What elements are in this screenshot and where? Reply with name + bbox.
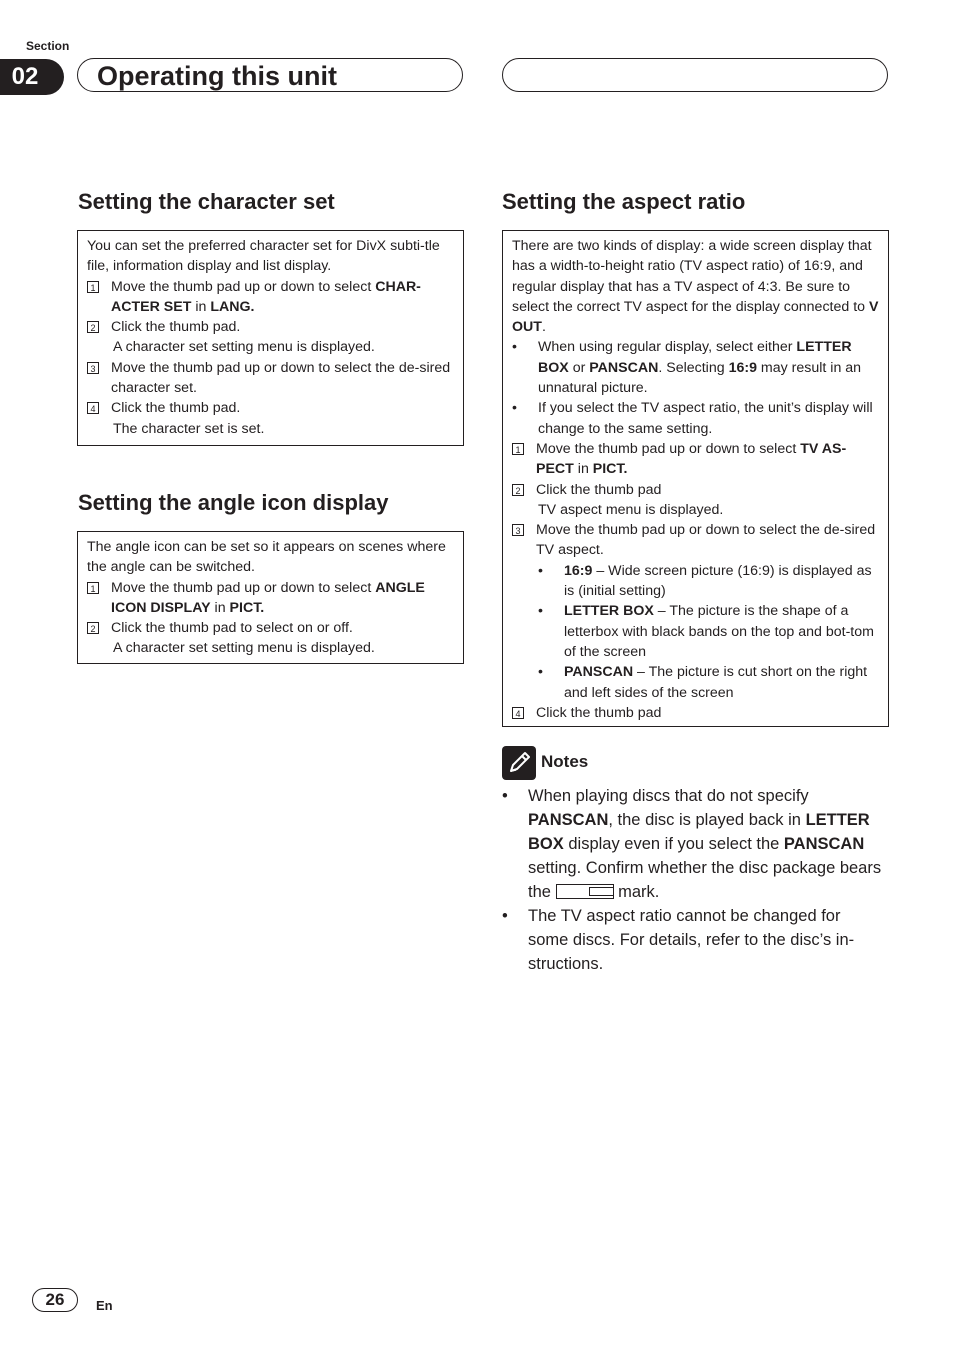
- aspect-step-3: [512, 520, 879, 561]
- option-description: – The picture is the shape of a letterbox with black bands on the top and bot-tom of the screen: [564, 603, 874, 660]
- aspect-step-2: [512, 480, 879, 500]
- option-name: PANSCAN: [528, 811, 609, 829]
- aspect-option-letter-box: [538, 601, 879, 662]
- intro-text: There are two kinds of display: a wide screen display that has a width-to-height ratio (TV aspect ratio) of 16:9, and regular display that has a TV aspect of 4:3. Be sure to select the correct TV aspect for the display connected to: [512, 238, 872, 315]
- option-name: LETTER BOX: [538, 339, 852, 376]
- bullet-mark: •: [538, 664, 543, 681]
- note-text: The TV aspect ratio cannot be changed for some discs. For details, refer to the disc’s in-structions.: [528, 907, 855, 973]
- step-number: 1: [512, 443, 524, 455]
- menu-item-name: TV AS-PECT: [536, 440, 847, 478]
- step-number: 2: [87, 622, 99, 634]
- step-text: Click the thumb pad.: [111, 400, 241, 417]
- bullet-text: may result in an unnatural picture.: [538, 359, 862, 397]
- option-description: – Wide screen picture (16:9) is displayed as is (initial setting): [564, 562, 872, 600]
- step-text: Click the thumb pad: [536, 481, 662, 498]
- aspect-box: [502, 230, 889, 727]
- step-text: Click the thumb pad: [536, 704, 662, 721]
- step-text: in: [191, 298, 211, 315]
- aspect-option-16-9: [538, 561, 879, 602]
- bullet-mark: •: [538, 603, 543, 620]
- step-number: 3: [512, 524, 524, 536]
- note-text: When playing discs that do not specify: [528, 787, 809, 805]
- menu-item-name: ANGLE ICON DISPLAY: [111, 579, 425, 616]
- step-text: Click the thumb pad.: [111, 319, 241, 336]
- notes-list: [502, 784, 882, 976]
- option-name: LETTER BOX: [564, 603, 654, 620]
- step-text: Move the thumb pad up or down to select the de-sired character set.: [111, 359, 451, 397]
- bullet-text: If you select the TV aspect ratio, the unit’s display will change to the same setting.: [538, 400, 873, 437]
- angle-step-2: [87, 618, 454, 638]
- language-code: En: [96, 1298, 113, 1313]
- step-result: The character set is set.: [113, 420, 265, 437]
- note-text: setting. Confirm whether the disc package bears the: [528, 859, 882, 901]
- menu-name: PICT.: [229, 599, 265, 616]
- step-result: TV aspect menu is displayed.: [538, 501, 724, 518]
- char-set-step-1: [87, 277, 454, 318]
- aspect-intro: [512, 236, 879, 337]
- option-description: – The picture is cut short on the right and left sides of the screen: [564, 664, 868, 701]
- step-number: 4: [87, 402, 99, 414]
- step-result: A character set setting menu is displayed.: [113, 339, 375, 356]
- bullet-text: When using regular display, select either: [538, 339, 797, 356]
- output-name: V OUT: [512, 298, 879, 336]
- bullet-mark: •: [512, 339, 517, 356]
- step-number: 1: [87, 281, 99, 293]
- bullet-mark: •: [502, 907, 508, 925]
- bullet-mark: •: [502, 787, 508, 805]
- aspect-step-1: [512, 439, 879, 480]
- bullet-mark: •: [512, 400, 517, 417]
- note-1: [502, 784, 882, 904]
- option-name: PANSCAN: [783, 835, 865, 853]
- char-set-heading: Setting the character set: [78, 189, 335, 214]
- menu-name: LANG.: [210, 298, 255, 315]
- step-text: Move the thumb pad up or down to select: [111, 579, 376, 596]
- angle-intro: The angle icon can be set so it appears on scenes where the angle can be switched.: [87, 539, 446, 576]
- step-text: Move the thumb pad up or down to select: [536, 440, 801, 457]
- section-label: Section: [26, 39, 70, 53]
- bullet-mark: •: [538, 562, 543, 579]
- option-name: 16:9: [564, 562, 593, 579]
- section-number: 02: [0, 59, 64, 95]
- note-text: mark.: [613, 883, 660, 901]
- char-set-step-3: [87, 358, 454, 399]
- char-set-intro: You can set the preferred character set for DivX subti-tle file, information display and list display.: [87, 238, 440, 275]
- bullet-text: or: [568, 359, 590, 376]
- step-text: Move the thumb pad up or down to select: [111, 278, 376, 295]
- wide-screen-mark-icon: [556, 884, 614, 899]
- note-text: display even if you select the: [563, 835, 784, 853]
- char-set-box: [77, 230, 464, 446]
- note-text: , the disc is played back in: [608, 811, 806, 829]
- menu-item-name: CHAR-ACTER SET: [111, 278, 421, 315]
- step-result: A character set setting menu is displayed.: [113, 640, 375, 657]
- step-text: in: [210, 599, 230, 616]
- bullet-text: . Selecting: [658, 359, 729, 376]
- option-name: LETTER BOX: [528, 811, 870, 853]
- page-number: 26: [32, 1288, 78, 1312]
- step-number: 2: [87, 321, 99, 333]
- aspect-option-panscan: [538, 662, 879, 703]
- step-number: 1: [87, 582, 99, 594]
- step-number: 2: [512, 484, 524, 496]
- intro-text: .: [541, 319, 546, 336]
- step-text: in: [573, 461, 593, 478]
- char-set-step-4: [87, 398, 454, 418]
- step-number: 4: [512, 707, 524, 719]
- aspect-heading: Setting the aspect ratio: [502, 189, 746, 214]
- step-text: Click the thumb pad to select on or off.: [111, 620, 353, 637]
- angle-step-1: [87, 578, 454, 619]
- aspect-bullet-1: [512, 337, 879, 398]
- angle-heading: Setting the angle icon display: [78, 490, 389, 515]
- note-2: [502, 904, 882, 976]
- option-name: 16:9: [728, 359, 757, 376]
- aspect-step-4: [512, 703, 879, 723]
- step-number: 3: [87, 362, 99, 374]
- option-name: PANSCAN: [589, 359, 659, 376]
- angle-box: [77, 531, 464, 664]
- char-set-step-2: [87, 317, 454, 337]
- option-name: PANSCAN: [564, 664, 634, 681]
- menu-name: PICT.: [592, 461, 628, 478]
- aspect-bullet-2: [512, 398, 879, 439]
- header-blank-frame: [502, 58, 888, 92]
- step-text: Move the thumb pad up or down to select the de-sired TV aspect.: [536, 522, 876, 559]
- page-title: Operating this unit: [97, 61, 337, 91]
- pencil-icon: [502, 746, 536, 780]
- notes-label: Notes: [541, 752, 589, 771]
